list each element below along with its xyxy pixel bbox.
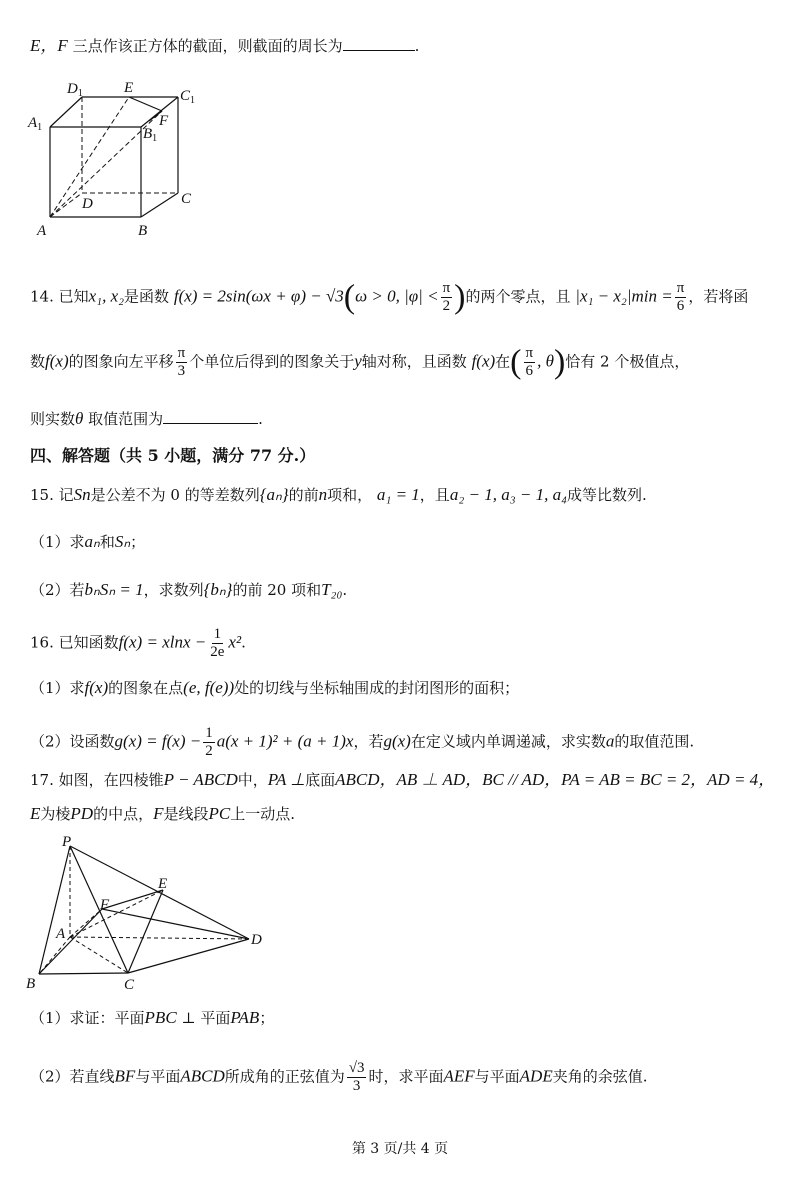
- q15-p2-end: .: [342, 581, 348, 599]
- q16-part-2: [30, 725, 694, 760]
- cube-label-c: C: [181, 191, 192, 207]
- q17-aef: AEF: [443, 1066, 475, 1086]
- cube-label-a: A: [37, 223, 47, 239]
- q14-frac-pi-6: $\frac{\pi}{6}$: [676, 280, 685, 314]
- q15-stem: [30, 485, 647, 505]
- q14-frac-pi-3: $\frac{\pi}{3}$: [177, 345, 186, 379]
- q14-frac-pi-6b: $\frac{\pi}{6}$: [525, 345, 534, 379]
- q13-answer-blank: [343, 36, 415, 51]
- section-4-heading: 四、解答题（共 5 小题，满分 77 分.）: [30, 446, 316, 465]
- q14-l2-e: 在: [495, 352, 511, 371]
- q16-part-1: [30, 678, 519, 698]
- q16-p2-b: ，若: [353, 732, 384, 751]
- q16-p1-a: （1）求: [30, 679, 85, 697]
- q16-a: 16. 已知函数: [30, 633, 119, 652]
- cube-label-c1: $C_1$: [180, 88, 196, 106]
- q15-part-1: [30, 532, 145, 552]
- q17-p2-a: （2）若直线: [30, 1067, 115, 1086]
- q16-p2-rest: a(x + 1)² + (a + 1)x: [216, 731, 354, 751]
- q17-c2: ，AB ⊥ AD，BC // AD，PA = AB = BC = 2，AD = 4，: [379, 770, 776, 789]
- q14-l2-d: 轴对称，且函数: [361, 352, 467, 371]
- q14-l2-c: 个单位后得到的图象关于: [189, 352, 355, 371]
- q14-fx-2: f(x): [471, 351, 496, 371]
- q14-condition: ω > 0, |φ| <: [355, 286, 439, 306]
- q16-end: .: [241, 633, 246, 652]
- q17-e: E: [30, 804, 41, 823]
- q17-p1-end: ；: [259, 1009, 275, 1027]
- q16-p2-c: 在定义域内单调递减，求实数: [410, 732, 606, 751]
- q14-line-1: 14. 已知x₁, x₂是函数 f(x) = 2sin(ωx + φ) − √3(ω > 0, |φ| < $\frac{\pi}{2}$ )的两个零点，且 |x₁ − x₂|min = $\frac{\pi}{6}$ ，若将函: [30, 278, 749, 316]
- q17-p2-b: 与平面: [135, 1067, 181, 1086]
- q15-n: n: [318, 485, 328, 504]
- q17-p2-c: 所成角的正弦值为: [224, 1067, 345, 1086]
- q15-p1-end: ；: [130, 533, 146, 551]
- q15-seq: a₂ − 1, a₃ − 1, a₄: [449, 485, 567, 504]
- q14-l2-b: 的图象向左平移: [68, 352, 174, 371]
- q17-p1-a: （1）求证：平面: [30, 1009, 145, 1027]
- q14-text-b: 是函数: [124, 287, 170, 306]
- q17-f: F: [153, 804, 164, 823]
- cube-label-e: E: [124, 80, 134, 96]
- q13-text: 三点作该正方体的截面，则截面的周长为: [72, 37, 343, 55]
- q15-p2-bn: {bₙ}: [203, 580, 233, 599]
- q16-x2: x²: [228, 632, 242, 652]
- q14-frac-pi-2: $\frac{\pi}{2}$: [442, 280, 451, 314]
- q15-p1-sn: Sₙ: [114, 532, 131, 551]
- q15-p2-c: 的前 20 项和: [232, 581, 322, 599]
- q17-line-2: [30, 804, 295, 824]
- q17-bf: BF: [114, 1066, 136, 1086]
- pyramid-label-e: E: [158, 876, 168, 892]
- q17-l2-a: 为棱: [40, 805, 71, 823]
- q15-p2-a: （2）若: [30, 581, 85, 599]
- q15-b: 是公差不为 0 的等差数列: [90, 486, 260, 504]
- page-footer: 第 3 页/共 4 页: [351, 1141, 449, 1157]
- q14-line-2: 数f(x)的图象向左平移 $\frac{\pi}{3}$ 个单位后得到的图象关于y轴对称，且函数 f(x)在( $\frac{\pi}{6}$ , θ)恰有 2 个极值点，: [30, 343, 690, 381]
- q14-line-3: [30, 409, 263, 429]
- q17-frac-sqrt3-3: $\frac{√3}{3}$: [348, 1060, 365, 1094]
- q15-f: 成等比数列.: [567, 486, 647, 504]
- q15-p1-a: （1）求: [30, 533, 85, 551]
- pyramid-label-b: B: [26, 976, 36, 992]
- q17-a: 17. 如图，在四棱锥: [30, 771, 164, 789]
- q15-p2-eq: bₙSₙ = 1: [84, 580, 144, 599]
- q15-an-set: {aₙ}: [259, 485, 289, 504]
- q16-p1-c: 处的切线与坐标轴围成的封闭图形的面积；: [234, 679, 520, 697]
- q15-p2-b: ，求数列: [143, 581, 204, 599]
- q17-pd: PD: [70, 804, 94, 823]
- pyramid-label-f: F: [100, 897, 110, 913]
- q16-p2-g: g(x) = f(x) −: [114, 731, 202, 751]
- q17-c1b: 底面: [305, 771, 336, 789]
- cube-figure: [25, 75, 205, 245]
- q15-c: 的前: [288, 486, 319, 504]
- q17-p2-d: 时，求平面: [368, 1067, 444, 1086]
- q17-l2-d: 上一动点.: [230, 805, 296, 823]
- q17-part-2: [30, 1060, 648, 1095]
- q16-p2-a: （2）设函数: [30, 732, 115, 751]
- q17-ade: ADE: [519, 1066, 553, 1086]
- q14-answer-blank: [163, 409, 258, 424]
- q16-p2-avar: a: [605, 731, 615, 751]
- q16-p1-point: (e, f(e)): [183, 678, 235, 697]
- q17-p2-f: 夹角的余弦值.: [552, 1067, 648, 1086]
- cube-label-d1: $D_1$: [67, 81, 83, 99]
- q15-p2-t: T₂₀: [321, 580, 343, 599]
- q17-pc: PC: [208, 804, 231, 823]
- q16-p2-gx: g(x): [383, 731, 411, 751]
- cube-label-d: D: [82, 196, 93, 212]
- q16-func: f(x) = xlnx −: [118, 632, 207, 652]
- q16-stem: [30, 626, 246, 661]
- q17-pbc: PBC: [144, 1008, 177, 1027]
- q16-p1-fx: f(x): [84, 678, 109, 697]
- q14-l3-b: 取值范围为: [88, 410, 164, 428]
- q15-part-2: [30, 580, 347, 600]
- q15-p1-an: aₙ: [84, 532, 100, 551]
- q15-p1-b: 和: [99, 533, 115, 551]
- pyramid-figure: [22, 832, 272, 997]
- q17-part-1: [30, 1008, 274, 1028]
- q14-theta: , θ: [537, 351, 554, 371]
- q13-points: E，F: [30, 36, 68, 55]
- q14-text-d: ，若将函: [688, 287, 749, 306]
- q15-a: 15. 记: [30, 486, 74, 504]
- q17-perp: ⊥: [181, 1009, 196, 1027]
- q16-frac-1-2e: $\frac{1}{2e}$: [210, 626, 225, 660]
- q16-p2-d: 的取值范围.: [614, 732, 695, 751]
- q14-l2-f: 恰有 2 个极值点，: [565, 352, 690, 371]
- cube-label-a1: $A_1$: [28, 115, 43, 133]
- q16-p1-b: 的图象在点: [108, 679, 184, 697]
- q17-c1: PA ⊥: [267, 770, 306, 789]
- cube-label-f: F: [159, 113, 169, 129]
- pyramid-label-c: C: [124, 977, 135, 993]
- q14-period: .: [258, 410, 263, 428]
- q17-pab: PAB: [230, 1008, 260, 1027]
- q16-frac-half: $\frac{1}{2}$: [205, 725, 213, 759]
- q15-e: ，且: [419, 486, 450, 504]
- q17-l2-c: 是线段: [163, 805, 209, 823]
- q14-theta-var: θ: [75, 409, 84, 428]
- q17-b: 中，: [237, 771, 268, 789]
- pyramid-label-d: D: [251, 932, 262, 948]
- cube-label-b: B: [138, 223, 148, 239]
- q14-y: y: [354, 351, 362, 371]
- q17-p2-e: 与平面: [474, 1067, 520, 1086]
- q14-function: f(x) = 2sin(ωx + φ) − √3: [173, 286, 344, 306]
- q17-l2-b: 的中点，: [93, 805, 154, 823]
- q15-a1: a₁ = 1: [376, 485, 420, 504]
- q13-period: .: [414, 37, 420, 55]
- q14-l2-a: 数: [30, 352, 46, 371]
- q14-vars: x₁, x₂: [88, 286, 125, 306]
- q17-pyramid: P − ABCD: [163, 770, 238, 789]
- q17-line-1: [30, 770, 775, 790]
- q17-p1-b: 平面: [200, 1009, 231, 1027]
- q14-text-c: 的两个零点，且: [465, 287, 571, 306]
- q13-tail-line: [30, 36, 419, 56]
- q17-p2-abcd: ABCD: [180, 1066, 225, 1086]
- q14-min-condition: |x₁ − x₂|min =: [575, 286, 673, 306]
- q14-fx: f(x): [45, 351, 69, 371]
- cube-label-b1: $B_1$: [143, 126, 158, 144]
- q17-abcd: ABCD: [335, 770, 380, 789]
- q14-intro: 14. 已知: [30, 287, 89, 306]
- q15-sn: Sn: [73, 485, 91, 504]
- q14-l3-a: 则实数: [30, 410, 76, 428]
- q15-d: 项和，: [327, 486, 373, 504]
- pyramid-label-p: P: [62, 834, 72, 850]
- pyramid-label-a: A: [56, 926, 66, 942]
